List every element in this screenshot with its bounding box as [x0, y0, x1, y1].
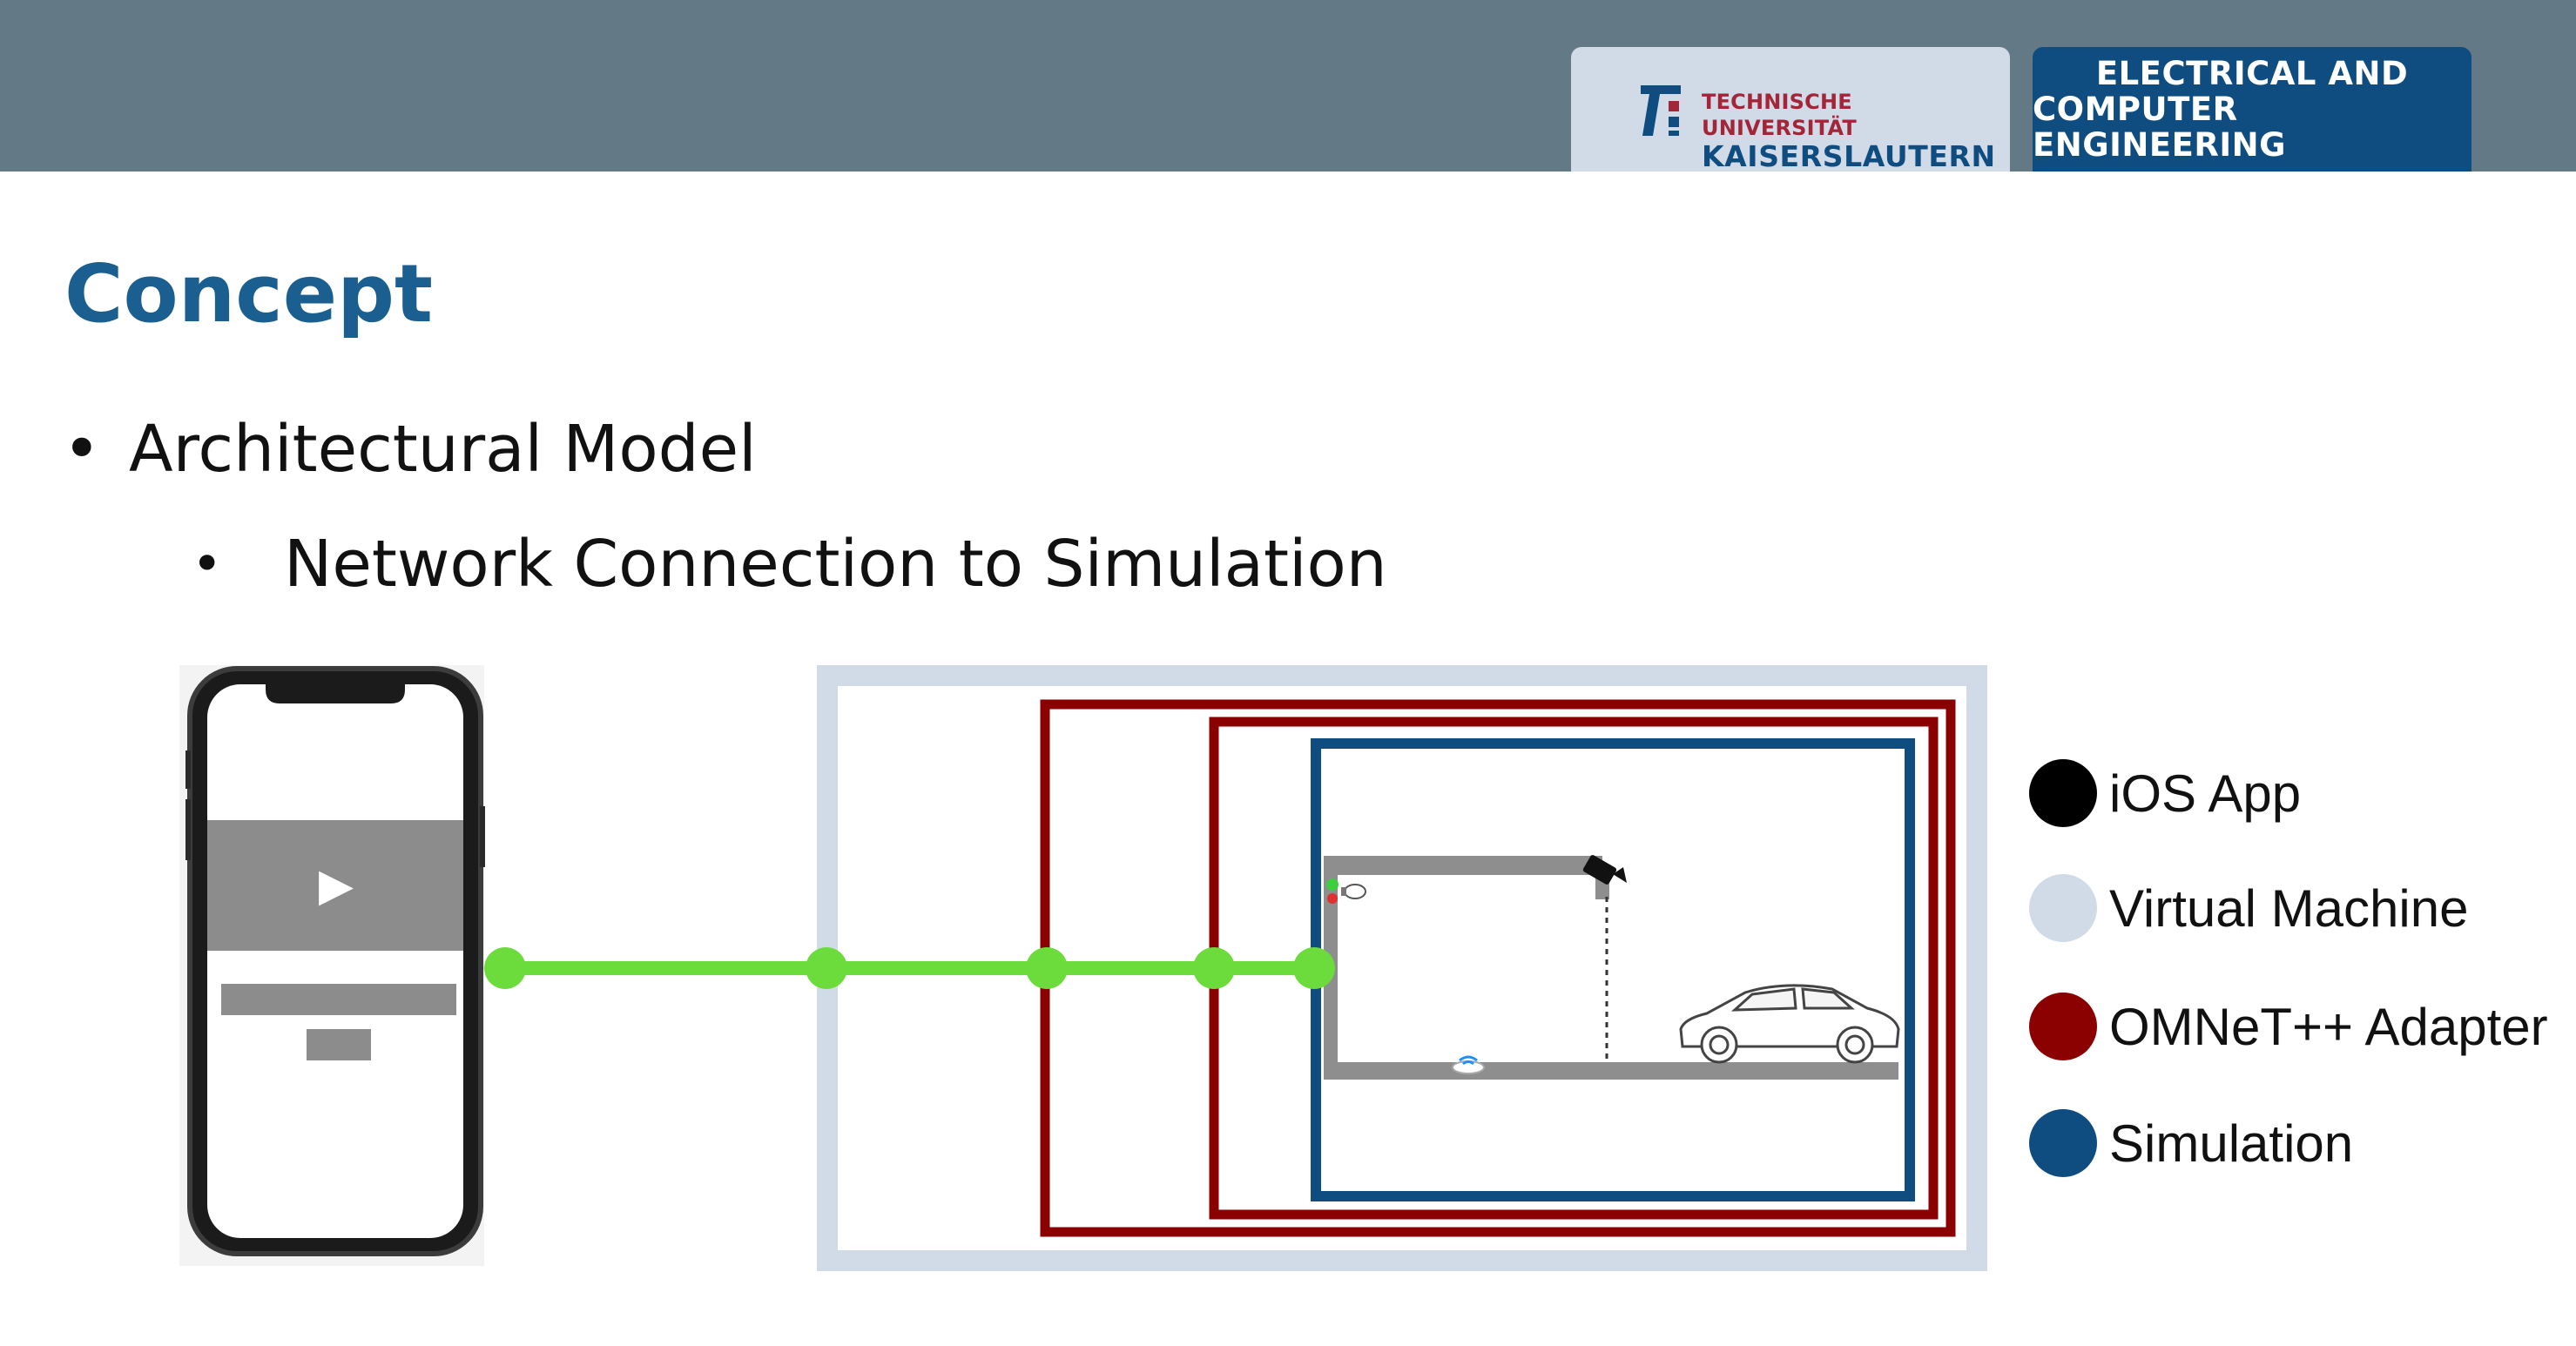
button-placeholder [307, 1029, 371, 1060]
legend-label: iOS App [2109, 764, 2302, 823]
department-name-line2: COMPUTER ENGINEERING [2033, 91, 2286, 164]
wifi-router-icon [1453, 1057, 1484, 1073]
legend-swatch [2029, 874, 2097, 942]
sensor-off-icon [1327, 893, 1338, 904]
legend-swatch [2029, 993, 2097, 1060]
connection-node-vm[interactable] [806, 947, 847, 989]
legend-swatch [2029, 759, 2097, 827]
simulation-scene [1324, 854, 1898, 1080]
sensor-on-icon [1326, 878, 1339, 891]
play-icon[interactable]: ▶ [319, 859, 354, 912]
phone-notch [266, 683, 405, 703]
legend-swatch [2029, 1109, 2097, 1177]
simulation-frame [1316, 744, 1910, 1196]
slide-title: Concept [64, 247, 433, 340]
wall-top [1324, 856, 1602, 875]
bullet-marker: • [63, 412, 101, 487]
university-name-line2: KAISERSLAUTERN [1702, 139, 1996, 173]
connection-node-adapter-inner[interactable] [1193, 947, 1235, 989]
university-name-line1: TECHNISCHE UNIVERSITÄT [1702, 90, 1857, 140]
department-name-line1: ELECTRICAL AND [2095, 55, 2409, 92]
smartphone [179, 665, 485, 1266]
light-bulb-icon [1341, 885, 1366, 898]
phone-screen [207, 684, 463, 1238]
connection-node-adapter-outer[interactable] [1026, 947, 1068, 989]
phone-button [185, 750, 191, 789]
legend-label: Virtual Machine [2109, 879, 2469, 938]
car-icon [1681, 986, 1898, 1062]
text-placeholder [221, 984, 456, 1015]
floor [1324, 1062, 1898, 1080]
connection-node-phone[interactable] [484, 947, 526, 989]
bullet-text: Network Connection to Simulation [284, 527, 1387, 602]
bullet-marker: • [192, 534, 223, 595]
phone-button [480, 806, 485, 867]
bullet-text: Architectural Model [129, 412, 757, 487]
legend-label: OMNeT++ Adapter [2109, 998, 2548, 1056]
phone-button [185, 799, 191, 860]
connection-node-simulation[interactable] [1293, 947, 1335, 989]
legend-label: Simulation [2109, 1114, 2354, 1173]
